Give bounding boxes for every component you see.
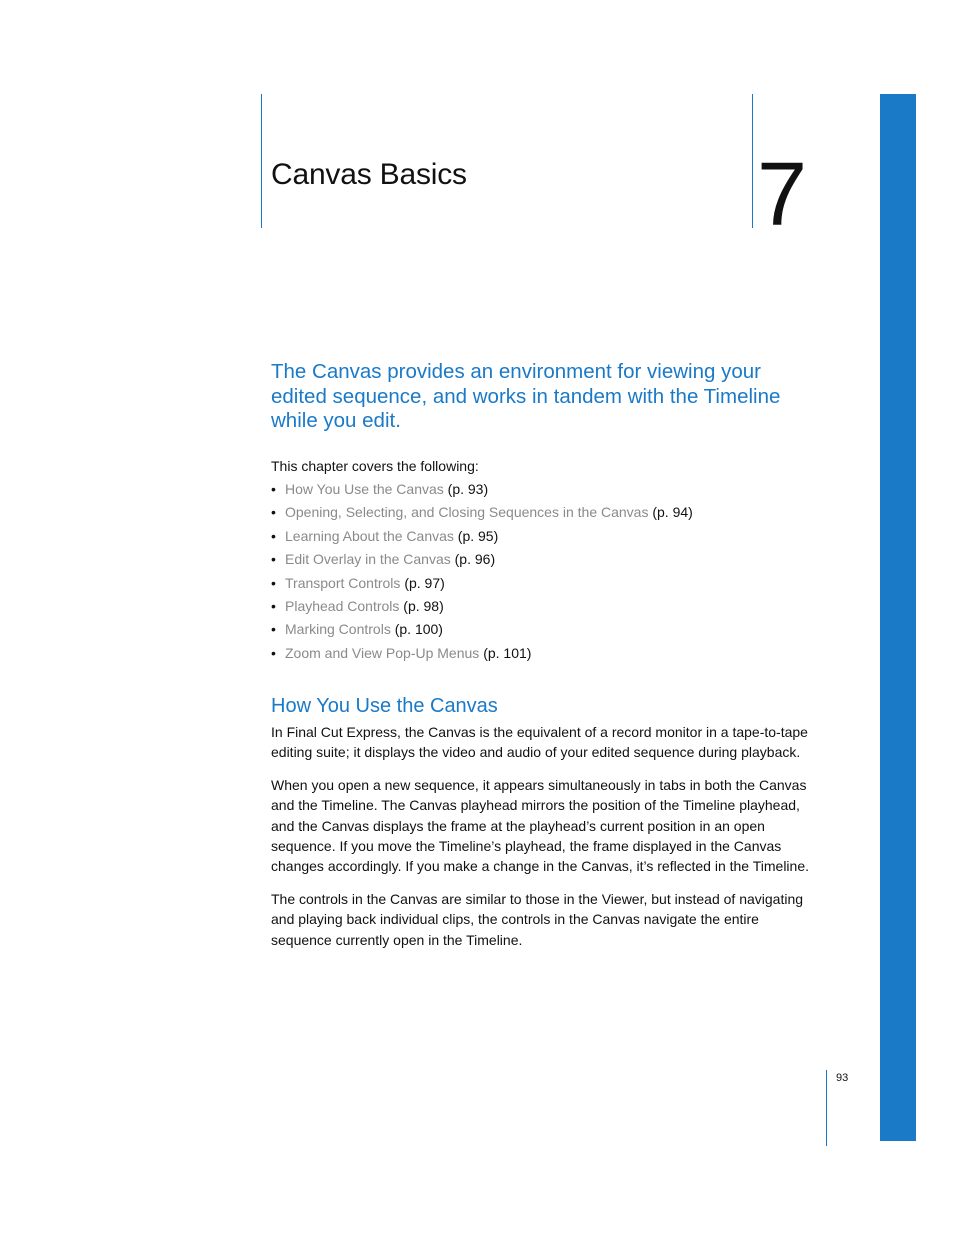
chapter-number: 7: [757, 145, 808, 245]
intro-line: edited sequence, and works in tandem with the Timeline: [271, 384, 781, 408]
page-number: 93: [836, 1072, 849, 1084]
bullet-icon: •: [271, 481, 276, 497]
toc-item: [271, 596, 693, 619]
toc-page-ref: (p. 96): [454, 551, 496, 568]
toc-link[interactable]: Zoom and View Pop-Up Menus: [285, 644, 480, 661]
title-rule-right: [752, 94, 753, 228]
paragraph-line: When you open a new sequence, it appears simultaneously in tabs in both the Canvas: [271, 777, 807, 793]
bullet-icon: •: [271, 597, 276, 614]
paragraph-line: and the Timeline. The Canvas playhead mirrors the position of the Timeline playhead,: [271, 797, 800, 814]
body-paragraph: [271, 775, 809, 876]
toc-item: [271, 526, 693, 549]
toc-item: [271, 479, 693, 502]
toc-page-ref: (p. 100): [394, 621, 443, 638]
body-paragraph: [271, 889, 803, 950]
chapter-intro: [271, 360, 811, 434]
toc-item: [271, 643, 693, 666]
paragraph-line: changes accordingly. If you make a change in the Canvas, it’s reflected in the Timeline.: [271, 858, 810, 875]
section-heading: How You Use the Canvas: [271, 695, 498, 717]
toc-item: [271, 549, 693, 572]
toc-item: [271, 502, 693, 525]
toc-page-ref: (p. 98): [403, 597, 444, 614]
bullet-icon: •: [271, 504, 276, 521]
chapter-title: Canvas Basics: [271, 158, 467, 191]
toc-link[interactable]: Marking Controls: [285, 621, 391, 638]
toc-link[interactable]: Learning About the Canvas: [285, 527, 454, 544]
toc-link[interactable]: Transport Controls: [285, 574, 401, 591]
paragraph-line: The controls in the Canvas are similar to those in the Viewer, but instead of navigating: [271, 891, 804, 907]
toc-item: [271, 619, 693, 642]
toc-page-ref: (p. 94): [652, 504, 693, 521]
intro-line: The Canvas provides an environment for viewing your: [271, 360, 761, 383]
toc-item: [271, 573, 693, 596]
toc-page-ref: (p. 95): [457, 527, 499, 544]
paragraph-line: sequence. If you move the Timeline’s playhead, the frame displayed in the Canvas: [271, 837, 782, 854]
bullet-icon: •: [271, 621, 276, 638]
bullet-icon: •: [271, 551, 276, 568]
paragraph-line: and the Canvas displays the frame at the playhead’s current position in an open: [271, 817, 765, 834]
paragraph-line: In Final Cut Express, the Canvas is the equivalent of a record monitor in a tape-to-tape: [271, 724, 808, 740]
toc-page-ref: (p. 93): [447, 481, 489, 497]
paragraph-line: and playing back individual clips, the controls in the Canvas navigate the entire: [271, 911, 759, 928]
bullet-icon: •: [271, 574, 276, 591]
bullet-icon: •: [271, 527, 276, 544]
covers-intro-text: This chapter covers the following:: [271, 458, 479, 474]
footer-rule: [826, 1070, 827, 1146]
toc-link[interactable]: Edit Overlay in the Canvas: [285, 551, 451, 568]
toc-page-ref: (p. 101): [483, 644, 532, 661]
paragraph-line: editing suite; it displays the video and audio of your edited sequence during playback.: [271, 744, 801, 761]
toc-page-ref: (p. 97): [404, 574, 445, 591]
toc-link[interactable]: Playhead Controls: [285, 597, 400, 614]
chapter-side-tab: [880, 94, 916, 1141]
title-rule-left: [261, 94, 262, 228]
chapter-toc-list: [271, 479, 693, 666]
intro-line: while you edit.: [271, 409, 401, 432]
bullet-icon: •: [271, 644, 276, 661]
body-paragraph: [271, 722, 808, 763]
toc-link[interactable]: Opening, Selecting, and Closing Sequences in the Canvas: [285, 504, 649, 521]
paragraph-line: sequence currently open in the Timeline.: [271, 931, 523, 948]
toc-link[interactable]: How You Use the Canvas: [285, 481, 444, 497]
